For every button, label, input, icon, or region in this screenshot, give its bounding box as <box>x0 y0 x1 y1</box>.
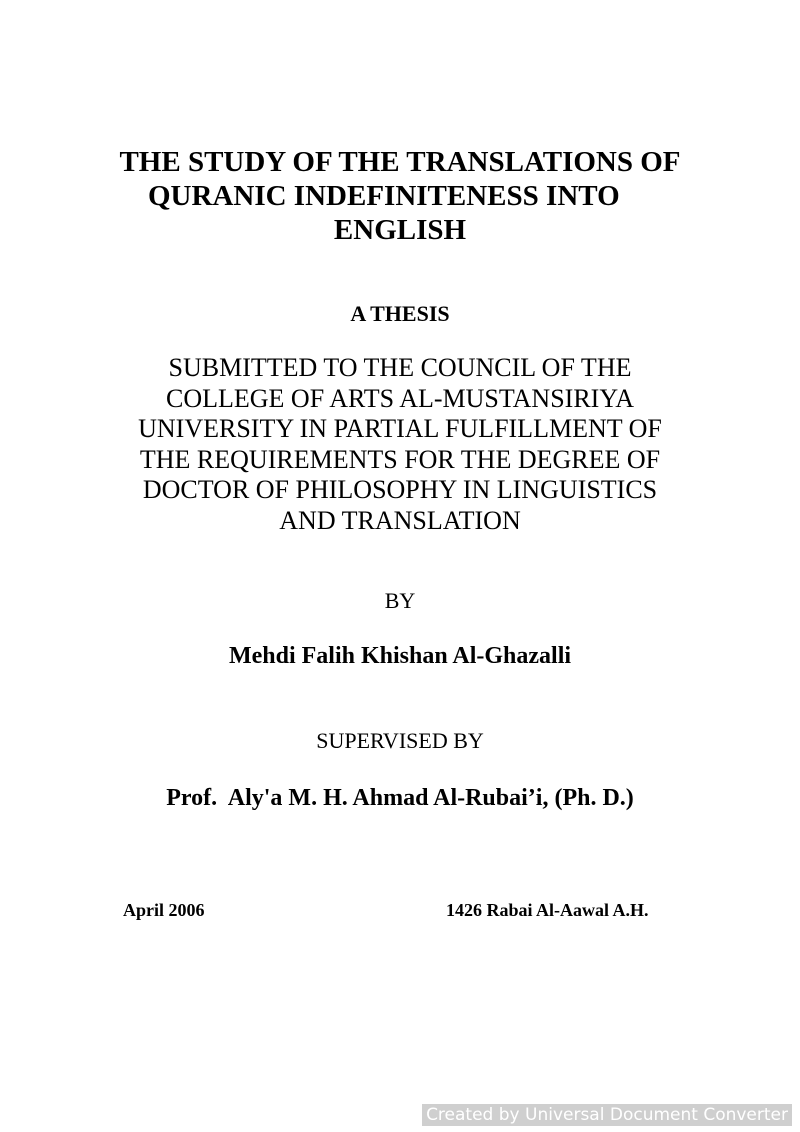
submission-line: SUBMITTED TO THE COUNCIL OF THE <box>168 353 632 382</box>
submission-line: UNIVERSITY IN PARTIAL FULFILLMENT OF <box>138 414 662 443</box>
title-line-1: THE STUDY OF THE TRANSLATIONS OF <box>119 146 681 178</box>
submission-line: COLLEGE OF ARTS AL-MUSTANSIRIYA <box>166 383 634 413</box>
supervised-by-label: SUPERVISED BY <box>316 728 484 753</box>
gregorian-date: April 2006 <box>123 900 205 920</box>
by-label: BY <box>384 588 416 613</box>
submission-line: AND TRANSLATION <box>279 505 521 535</box>
converter-watermark: Created by Universal Document Converter <box>422 1104 792 1126</box>
title-line-2: QURANIC INDEFINITENESS INTO <box>148 180 620 212</box>
submission-line: THE REQUIREMENTS FOR THE DEGREE OF <box>139 444 661 474</box>
author-name: Mehdi Falih Khishan Al-Ghazalli <box>228 643 572 669</box>
thesis-title <box>0 145 800 247</box>
hijri-date: 1426 Rabai Al-Aawal A.H. <box>446 900 649 920</box>
supervisor-name: Prof. Aly'a M. H. Ahmad Al-Rubai’i, (Ph. D.) <box>166 785 634 811</box>
thesis-label: A THESIS <box>350 301 450 326</box>
submission-statement <box>0 353 800 536</box>
submission-line: DOCTOR OF PHILOSOPHY IN LINGUISTICS <box>142 475 658 504</box>
title-line-3: ENGLISH <box>333 214 467 246</box>
